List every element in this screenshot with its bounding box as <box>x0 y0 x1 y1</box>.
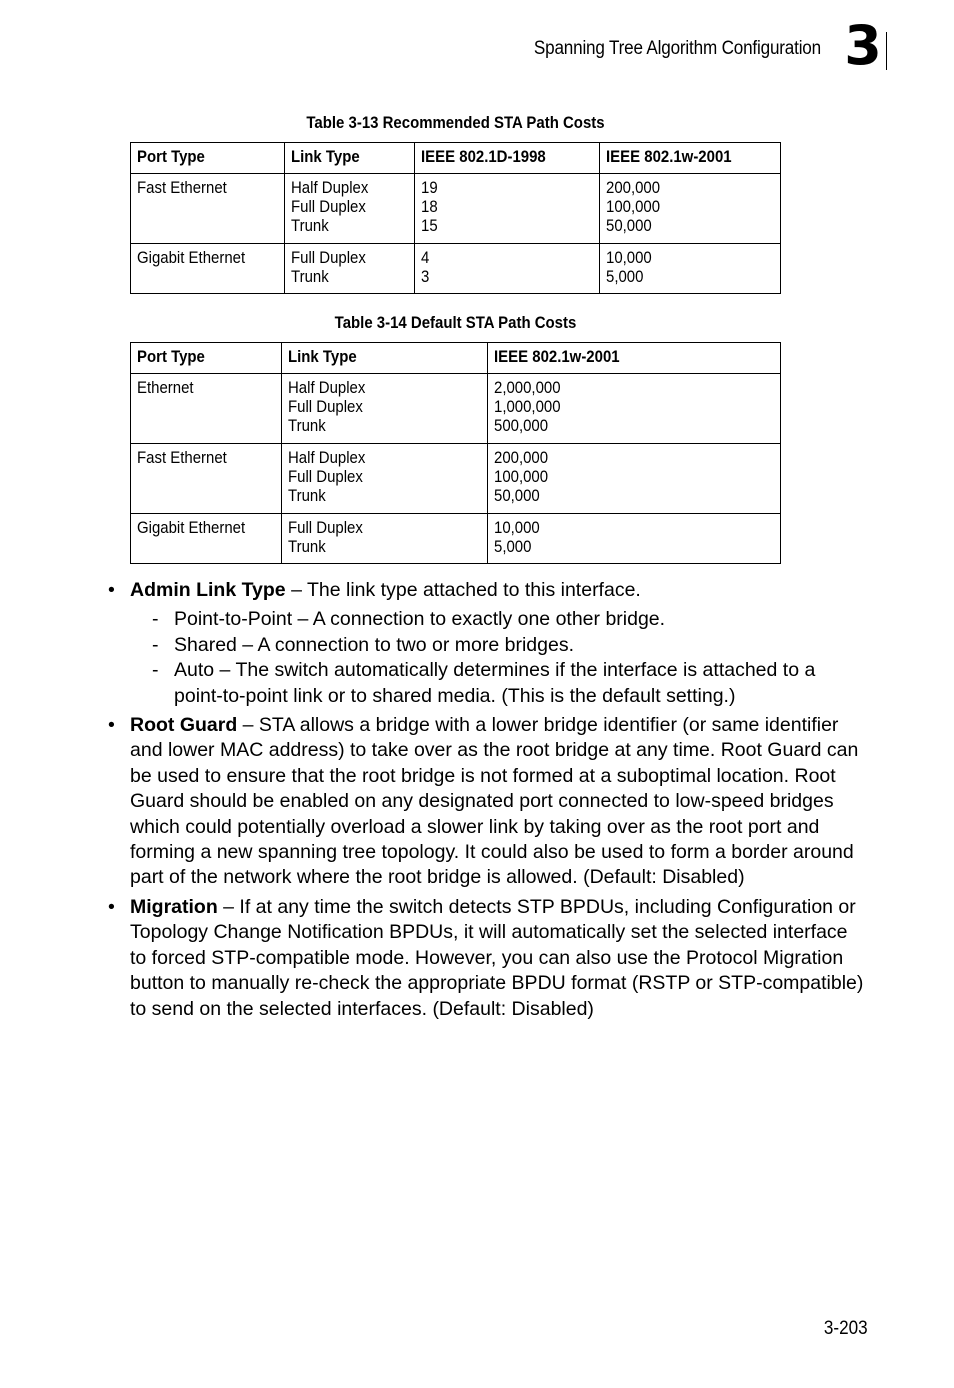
sub-list <box>130 607 868 709</box>
chapter-number: 3 <box>844 14 882 77</box>
table-row <box>131 514 781 564</box>
cell-8021d: 19 18 15 <box>414 174 600 244</box>
col-header-ieee-8021d: IEEE 802.1D-1998 <box>414 143 600 174</box>
table-13-caption: Table 3-13 Recommended STA Path Costs <box>306 113 605 132</box>
bullet-text: – STA allows a bridge with a lower bridge identifier (or same identifier and lower MAC address) to take over as the root bridge at any time. Root Guard can be used to ensure that the root bridge is not formed at a suboptimal location. Root Guard should be enabled on any designated port connected to low-speed bridges which could potentially overload a slower link by taking over as the root port and forming a new spanning tree topology. It could also be used to form a border around part of the network where the root bridge is allowed. (Default: Disabled) <box>130 714 859 889</box>
bullet-dot: • <box>108 895 115 918</box>
table-row <box>131 374 781 444</box>
bullet-admin-link-type <box>108 578 868 709</box>
bullet-migration <box>108 895 868 1022</box>
sub-item: - Point-to-Point – A connection to exactly one other bridge. <box>152 608 666 631</box>
cell-link-type: Half Duplex Full Duplex Trunk <box>284 174 414 244</box>
chapter-rule <box>886 32 887 70</box>
col-header-link-type: Link Type <box>284 143 414 174</box>
col-header-ieee-8021w: IEEE 802.1w-2001 <box>487 343 780 374</box>
col-header-link-type: Link Type <box>281 343 487 374</box>
cell-link-type: Half Duplex Full Duplex Trunk <box>281 374 487 444</box>
cell-port-type: Gigabit Ethernet <box>131 514 282 564</box>
table-row <box>131 174 781 244</box>
cell-port-type: Fast Ethernet <box>131 174 285 244</box>
table-14-caption: Table 3-14 Default STA Path Costs <box>334 313 577 332</box>
table-header-row <box>131 343 781 374</box>
header-title: Spanning Tree Algorithm Configuration <box>533 38 821 59</box>
bullet-text: – If at any time the switch detects STP BPDUs, including Configuration or Topology Change Notification BPDUs, it will automatically set the selected interface to forced STP-compatible mode. However, you can also use the Protocol Migration button to manually re-check the appropriate BPDU format (RSTP or STP-compatible) to send on the selected interfaces. (Default: Disabled) <box>130 895 864 1020</box>
cell-8021w: 2,000,000 1,000,000 500,000 <box>487 374 780 444</box>
bullet-term: Admin Link Type <box>130 579 286 601</box>
sub-item: - Shared – A connection to two or more bridges. <box>152 633 574 656</box>
body-text <box>108 578 868 1026</box>
bullet-dot: • <box>108 579 115 601</box>
cell-8021w: 10,000 5,000 <box>487 514 780 564</box>
col-header-port-type: Port Type <box>131 143 285 174</box>
cell-link-type: Full Duplex Trunk <box>284 244 414 294</box>
cell-8021w: 10,000 5,000 <box>600 244 781 294</box>
bullet-root-guard <box>108 713 868 891</box>
table-header-row <box>131 143 781 174</box>
table-14 <box>130 342 781 564</box>
bullet-dot: • <box>108 714 115 737</box>
cell-link-type: Full Duplex Trunk <box>281 514 487 564</box>
cell-port-type: Ethernet <box>131 374 282 444</box>
page-number: 3-203 <box>824 1318 868 1339</box>
col-header-port-type: Port Type <box>131 343 282 374</box>
cell-port-type: Fast Ethernet <box>131 444 282 514</box>
cell-port-type: Gigabit Ethernet <box>131 244 285 294</box>
bullet-term: Root Guard <box>130 714 238 737</box>
table-row <box>131 244 781 294</box>
col-header-ieee-8021w: IEEE 802.1w-2001 <box>600 143 781 174</box>
table-13 <box>130 142 781 294</box>
cell-8021d: 4 3 <box>414 244 600 294</box>
bullet-text: – The link type attached to this interface. <box>285 579 641 601</box>
table-row <box>131 444 781 514</box>
cell-8021w: 200,000 100,000 50,000 <box>487 444 780 514</box>
bullet-term: Migration <box>130 895 218 918</box>
sub-item: - Auto – The switch automatically determines if the interface is attached to a point-to-point link or to shared media. (This is the default setting.) <box>152 659 816 707</box>
cell-link-type: Half Duplex Full Duplex Trunk <box>281 444 487 514</box>
cell-8021w: 200,000 100,000 50,000 <box>600 174 781 244</box>
